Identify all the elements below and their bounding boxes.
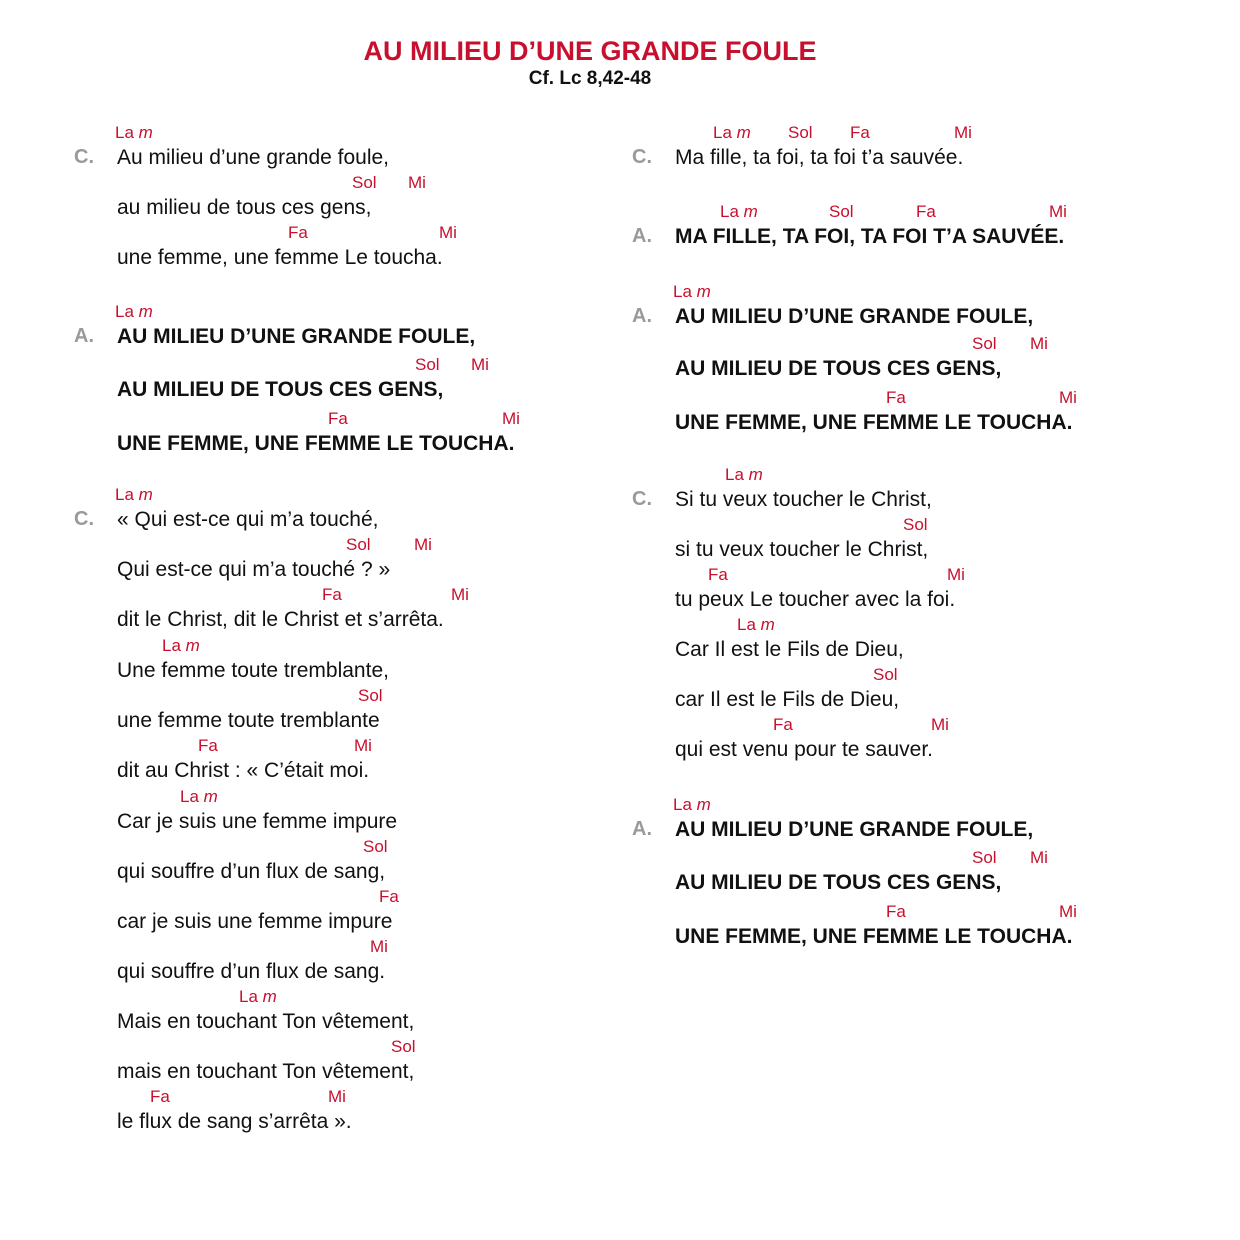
chord-row: [0, 585, 600, 605]
chord-row: [0, 736, 600, 756]
chord-quality: m: [696, 795, 711, 814]
stanza-role-label: C.: [74, 508, 94, 530]
chord-sol: [972, 334, 997, 354]
chord-sol: [415, 355, 440, 375]
stanza-role-label: A.: [74, 325, 94, 347]
chord-mi: [931, 715, 949, 735]
chord-name: Mi: [408, 173, 426, 192]
chord-name: La: [115, 123, 134, 142]
chord-sol: [903, 515, 928, 535]
chord-mi: [471, 355, 489, 375]
chord-la-m: [115, 485, 153, 505]
chord-fa: [773, 715, 793, 735]
chord-row: [0, 1087, 600, 1107]
chord-name: Mi: [931, 715, 949, 734]
chord-quality: m: [736, 123, 751, 142]
lyric-line: UNE FEMME, UNE FEMME LE TOUCHA.: [675, 411, 1073, 434]
chord-sol: [391, 1037, 416, 1057]
chord-name: La: [713, 123, 732, 142]
chord-name: Sol: [415, 355, 440, 374]
chord-name: Mi: [414, 535, 432, 554]
chord-mi: [370, 937, 388, 957]
chord-name: La: [673, 795, 692, 814]
stanza-role-label: A.: [632, 225, 652, 247]
chord-la-m: [720, 202, 758, 222]
left-column: [0, 0, 600, 1240]
lyric-line: MA FILLE, TA FOI, TA FOI T’A SAUVÉE.: [675, 225, 1065, 248]
chord-name: Fa: [708, 565, 728, 584]
chord-row: [600, 565, 1220, 585]
stanza-role-label: A.: [632, 305, 652, 327]
chord-name: Mi: [370, 937, 388, 956]
lyric-line: mais en touchant Ton vêtement,: [117, 1060, 415, 1083]
chord-name: Mi: [1049, 202, 1067, 221]
chord-sol: [829, 202, 854, 222]
chord-mi: [328, 1087, 346, 1107]
lyric-line: Car Il est le Fils de Dieu,: [675, 638, 904, 661]
chord-name: Sol: [829, 202, 854, 221]
chord-name: Mi: [451, 585, 469, 604]
chord-la-m: [673, 282, 711, 302]
chord-la-m: [239, 987, 277, 1007]
lyric-line: une femme, une femme Le toucha.: [117, 246, 443, 269]
chord-row: [600, 202, 1220, 222]
chord-fa: [328, 409, 348, 429]
chord-la-m: [713, 123, 751, 143]
chord-row: [0, 887, 600, 907]
lyric-line: car Il est le Fils de Dieu,: [675, 688, 900, 711]
chord-sol: [346, 535, 371, 555]
stanza-role-label: A.: [632, 818, 652, 840]
chord-mi: [502, 409, 520, 429]
chord-row: [0, 302, 600, 322]
chord-fa: [288, 223, 308, 243]
chord-name: Fa: [379, 887, 399, 906]
lyric-line: AU MILIEU D’UNE GRANDE FOULE,: [117, 325, 476, 348]
chord-row: [600, 465, 1220, 485]
chord-name: Sol: [346, 535, 371, 554]
stanza-role-label: C.: [632, 488, 652, 510]
lyric-line: AU MILIEU D’UNE GRANDE FOULE,: [675, 818, 1034, 841]
chord-mi: [414, 535, 432, 555]
chord-row: [0, 787, 600, 807]
chord-quality: m: [743, 202, 758, 221]
chord-name: Fa: [150, 1087, 170, 1106]
chord-row: [0, 223, 600, 243]
chord-name: Sol: [788, 123, 813, 142]
chord-quality: m: [138, 123, 153, 142]
chord-fa: [886, 902, 906, 922]
chord-mi: [947, 565, 965, 585]
chord-la-m: [115, 302, 153, 322]
lyric-line: AU MILIEU D’UNE GRANDE FOULE,: [675, 305, 1034, 328]
chord-fa: [708, 565, 728, 585]
chord-name: Mi: [1030, 334, 1048, 353]
lyric-line: Au milieu d’une grande foule,: [117, 146, 390, 169]
chord-row: [600, 123, 1220, 143]
chord-name: Fa: [916, 202, 936, 221]
chord-name: Mi: [439, 223, 457, 242]
chord-name: Mi: [471, 355, 489, 374]
lyric-line: UNE FEMME, UNE FEMME LE TOUCHA.: [675, 925, 1073, 948]
chord-mi: [1059, 902, 1077, 922]
chord-name: Fa: [288, 223, 308, 242]
chord-mi: [1049, 202, 1067, 222]
chord-fa: [322, 585, 342, 605]
chord-row: [600, 282, 1220, 302]
lyric-line: Si tu veux toucher le Christ,: [675, 488, 932, 511]
chord-name: La: [673, 282, 692, 301]
lyric-line: qui souffre d’un flux de sang,: [117, 860, 386, 883]
chord-quality: m: [138, 485, 153, 504]
chord-fa: [850, 123, 870, 143]
right-column: [600, 0, 1220, 1240]
chord-sol: [352, 173, 377, 193]
lyric-line: AU MILIEU DE TOUS CES GENS,: [117, 378, 444, 401]
chord-mi: [408, 173, 426, 193]
chord-name: Fa: [328, 409, 348, 428]
chord-row: [600, 515, 1220, 535]
chord-row: [0, 937, 600, 957]
chord-sol: [363, 837, 388, 857]
chord-quality: m: [760, 615, 775, 634]
chord-name: Mi: [1030, 848, 1048, 867]
chord-fa: [379, 887, 399, 907]
lyric-line: Mais en touchant Ton vêtement,: [117, 1010, 415, 1033]
chord-sol: [873, 665, 898, 685]
lyric-line: une femme toute tremblante: [117, 709, 380, 732]
lyric-line: AU MILIEU DE TOUS CES GENS,: [675, 871, 1002, 894]
chord-name: Mi: [328, 1087, 346, 1106]
chord-fa: [150, 1087, 170, 1107]
lyric-line: car je suis une femme impure: [117, 910, 393, 933]
chord-name: Mi: [1059, 388, 1077, 407]
chord-row: [600, 715, 1220, 735]
chord-name: La: [115, 485, 134, 504]
chord-row: [0, 636, 600, 656]
chord-sol: [358, 686, 383, 706]
chord-name: Sol: [363, 837, 388, 856]
chord-quality: m: [185, 636, 200, 655]
chord-name: Mi: [502, 409, 520, 428]
chord-name: Sol: [873, 665, 898, 684]
stanza-role-label: C.: [74, 146, 94, 168]
chord-name: Sol: [903, 515, 928, 534]
chord-fa: [886, 388, 906, 408]
chord-mi: [954, 123, 972, 143]
chord-name: Fa: [850, 123, 870, 142]
chord-name: Mi: [1059, 902, 1077, 921]
lyric-line: qui est venu pour te sauver.: [675, 738, 933, 761]
chord-la-m: [673, 795, 711, 815]
lyric-line: au milieu de tous ces gens,: [117, 196, 372, 219]
chord-row: [0, 535, 600, 555]
chord-row: [0, 987, 600, 1007]
chord-row: [600, 795, 1220, 815]
chord-name: Sol: [972, 848, 997, 867]
chord-row: [0, 173, 600, 193]
lyric-line: Ma fille, ta foi, ta foi t’a sauvée.: [675, 146, 964, 169]
chord-row: [0, 123, 600, 143]
lyric-line: si tu veux toucher le Christ,: [675, 538, 929, 561]
chord-name: La: [720, 202, 739, 221]
lyric-line: tu peux Le toucher avec la foi.: [675, 588, 956, 611]
chord-row: [0, 686, 600, 706]
chord-name: Sol: [358, 686, 383, 705]
chord-name: Fa: [322, 585, 342, 604]
chord-sol: [972, 848, 997, 868]
chord-row: [600, 615, 1220, 635]
song-reference: Cf. Lc 8,42-48: [528, 68, 652, 89]
chord-mi: [1030, 848, 1048, 868]
chord-name: Mi: [947, 565, 965, 584]
stanza-role-label: C.: [632, 146, 652, 168]
chord-fa: [198, 736, 218, 756]
chord-row: [0, 409, 600, 429]
chord-la-m: [737, 615, 775, 635]
chord-quality: m: [696, 282, 711, 301]
chord-la-m: [162, 636, 200, 656]
lyric-line: dit au Christ : « C’était moi.: [117, 759, 370, 782]
chord-row: [600, 388, 1220, 408]
chord-mi: [1030, 334, 1048, 354]
chord-quality: m: [138, 302, 153, 321]
chord-mi: [451, 585, 469, 605]
chord-quality: m: [748, 465, 763, 484]
lyric-line: « Qui est-ce qui m’a touché,: [117, 508, 379, 531]
chord-name: Fa: [773, 715, 793, 734]
chord-name: Mi: [954, 123, 972, 142]
chord-la-m: [115, 123, 153, 143]
chord-row: [600, 902, 1220, 922]
chord-name: La: [239, 987, 258, 1006]
chord-name: Sol: [972, 334, 997, 353]
chord-la-m: [725, 465, 763, 485]
lyric-line: UNE FEMME, UNE FEMME LE TOUCHA.: [117, 432, 515, 455]
chord-mi: [354, 736, 372, 756]
chord-row: [600, 665, 1220, 685]
chord-sol: [788, 123, 813, 143]
chord-row: [600, 848, 1220, 868]
chord-row: [0, 485, 600, 505]
chord-mi: [439, 223, 457, 243]
lyric-line: le flux de sang s’arrêta ».: [117, 1110, 352, 1133]
chord-name: Fa: [886, 902, 906, 921]
chord-row: [600, 334, 1220, 354]
chord-name: La: [162, 636, 181, 655]
chord-name: Fa: [198, 736, 218, 755]
song-title: AU MILIEU D’UNE GRANDE FOULE: [363, 36, 817, 66]
chord-name: Sol: [391, 1037, 416, 1056]
chord-la-m: [180, 787, 218, 807]
lyric-line: Une femme toute tremblante,: [117, 659, 389, 682]
lyric-line: qui souffre d’un flux de sang.: [117, 960, 386, 983]
chord-fa: [916, 202, 936, 222]
chord-name: La: [737, 615, 756, 634]
chord-row: [0, 837, 600, 857]
chord-name: Sol: [352, 173, 377, 192]
chord-row: [0, 355, 600, 375]
chord-quality: m: [262, 987, 277, 1006]
chord-name: Fa: [886, 388, 906, 407]
chord-name: La: [725, 465, 744, 484]
chord-mi: [1059, 388, 1077, 408]
lyric-line: Qui est-ce qui m’a touché ? »: [117, 558, 391, 581]
lyric-line: dit le Christ, dit le Christ et s’arrêta.: [117, 608, 444, 631]
lyric-line: Car je suis une femme impure: [117, 810, 398, 833]
chord-row: [0, 1037, 600, 1057]
lyric-line: AU MILIEU DE TOUS CES GENS,: [675, 357, 1002, 380]
chord-quality: m: [203, 787, 218, 806]
chord-name: Mi: [354, 736, 372, 755]
chord-name: La: [115, 302, 134, 321]
chord-name: La: [180, 787, 199, 806]
